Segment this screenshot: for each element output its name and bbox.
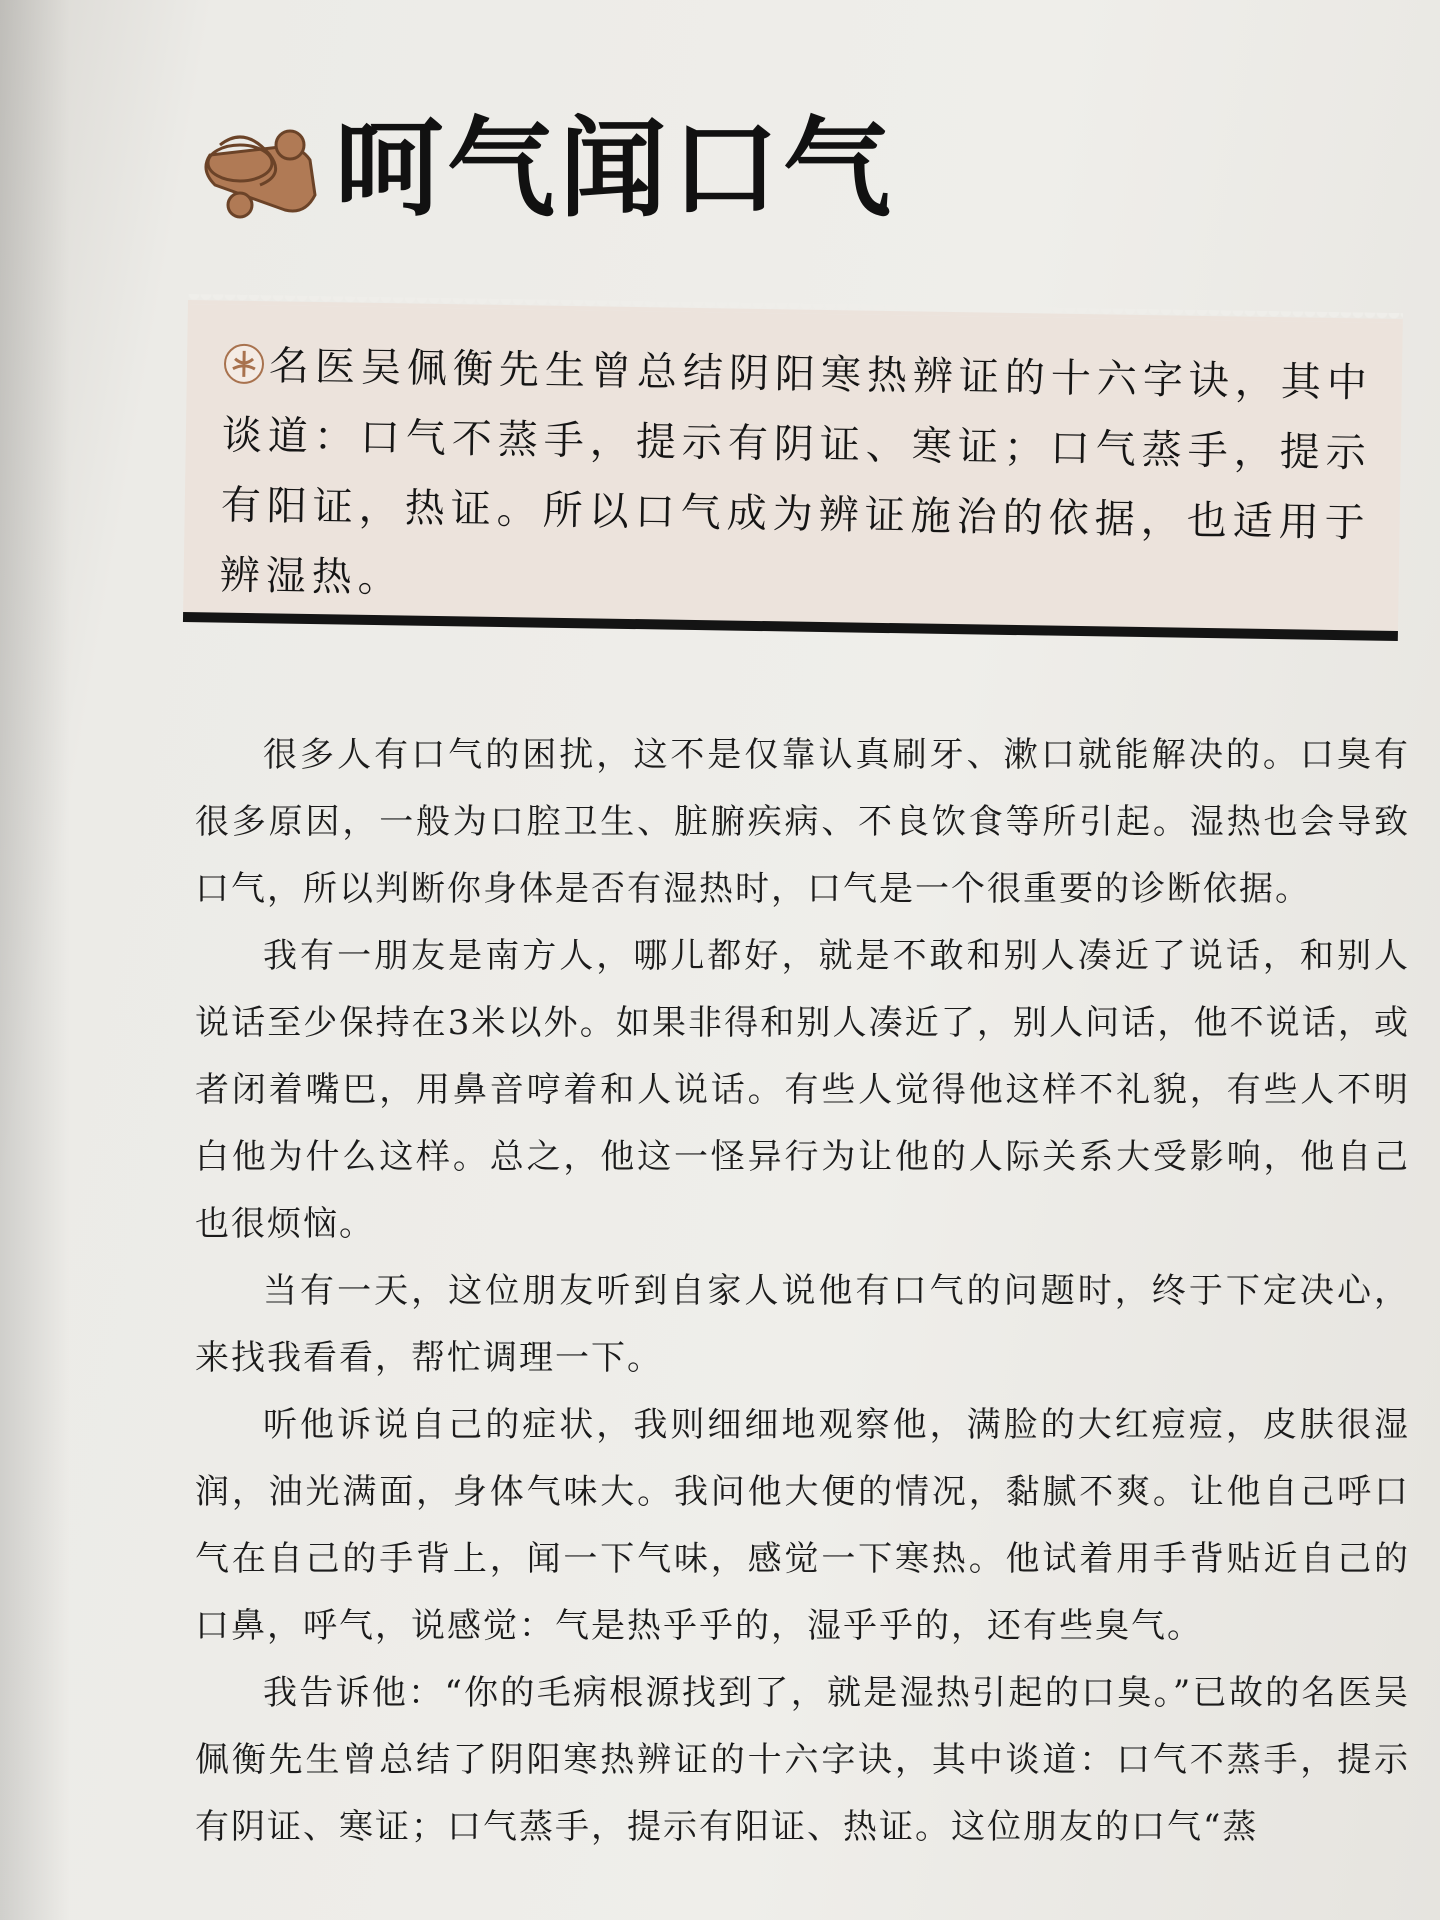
page-title: 呵气闻口气 [335, 107, 896, 232]
paragraph-4: 听他诉说自己的症状，我则细细地观察他，满脸的大红痘痘，皮肤很湿润，油光满面，身体气味大。我问他大便的情况，黏腻不爽。让他自己呼口气在自己的手背上，闻一下气味，感觉一下寒热。他试着用手背贴近自己的口鼻，呼气，说感觉：气是热乎乎的，湿乎乎的，还有些臭气。 [195, 1405, 1410, 1646]
flower-seal-icon [223, 343, 266, 386]
scroll-ornament-icon [190, 115, 325, 225]
paragraph-1: 很多人有口气的困扰，这不是仅靠认真刷牙、漱口就能解决的。口臭有很多原因，一般为口腔卫生、脏腑疾病、不良饮食等所引起。湿热也会导致口气，所以判断你身体是否有湿热时，口气是一个很重要的诊断依据。 [195, 735, 1410, 909]
highlight-quote-box [183, 300, 1403, 641]
paragraph-5: 我告诉他：“你的毛病根源找到了，就是湿热引起的口臭。”已故的名医吴佩衡先生曾总结了阴阳寒热辨证的十六字诀，其中谈道：口气不蒸手，提示有阴证、寒证；口气蒸手，提示有阳证、热证。这位朋友的口气“蒸 [195, 1673, 1410, 1847]
paragraph-3: 当有一天，这位朋友听到自家人说他有口气的问题时，终于下定决心，来找我看看，帮忙调理一下。 [195, 1271, 1410, 1378]
quote-text-block [219, 331, 1374, 629]
quote-text: 名医吴佩衡先生曾总结阴阳寒热辨证的十六字诀，其中谈道：口气不蒸手，提示有阴证、寒证；口气蒸手，提示有阳证，热证。所以口气成为辨证施治的依据，也适用于辨湿热。 [219, 343, 1374, 602]
section-header [190, 105, 895, 235]
paragraph-2: 我有一朋友是南方人，哪儿都好，就是不敢和别人凑近了说话，和别人说话至少保持在3米以外。如果非得和别人凑近了，别人问话，他不说话，或者闭着嘴巴，用鼻音哼着和人说话。有些人觉得他这样不礼貌，有些人不明白他为什么这样。总之，他这一怪异行为让他的人际关系大受影响，他自己也很烦恼。 [195, 936, 1410, 1244]
article-body [195, 722, 1410, 1861]
spine-shadow [0, 0, 70, 1920]
